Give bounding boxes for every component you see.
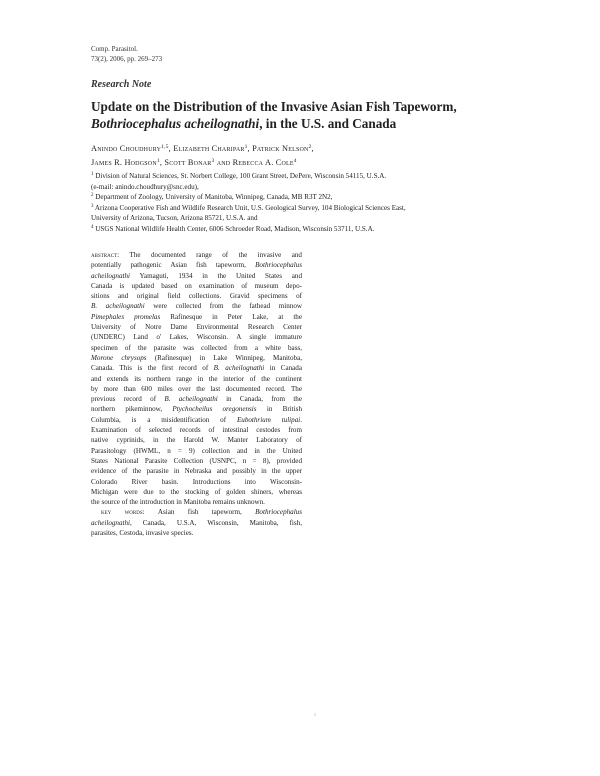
abstract-italic-term: Bothriocephalus (255, 261, 302, 270)
abstract-line (91, 497, 302, 507)
abstract-italic-term: B. acheilognathi (213, 364, 265, 373)
abstract-text: in Canada, from the (217, 395, 302, 404)
author-separator: , (168, 144, 174, 153)
abstract-text: were collected from the fathead minnow (144, 302, 303, 311)
abstract-line (91, 466, 302, 476)
abstract-line (91, 332, 302, 342)
abstract-line (91, 374, 302, 384)
abstract-text: sitions and original field collections. Gravid specimens of (91, 292, 302, 301)
page-mark: 1 (314, 712, 316, 717)
affiliation-text: Department of Zoology, University of Manitoba, Winnipeg, Canada, MB R3T 2N2, (95, 193, 333, 201)
abstract-text: Canada. This is the first record of (91, 364, 214, 373)
author-separator: , (311, 144, 314, 153)
author-name: Patrick Nelson (252, 144, 309, 153)
abstract-line (91, 456, 302, 466)
keywords-line (91, 528, 302, 538)
abstract-italic-term: acheilognathi (91, 271, 131, 280)
abstract-text: Parasitology (HWML, n = 9) collection and in the United (91, 446, 302, 455)
abstract-text: . (300, 415, 302, 424)
keywords-text: parasites, Cestoda, invasive species. (91, 529, 194, 538)
author-name: James R. Hodgson (91, 157, 157, 167)
abstract-text: Yamaguti, 1934 in the United States and (130, 271, 302, 280)
abstract-text: potentially pathogenic Asian fish tapeworm, (91, 261, 256, 270)
affiliation-text: Arizona Cooperative Fish and Wildlife Research Unit, U.S. Geological Survey, 104 Biological Sciences East, (94, 203, 406, 212)
abstract-text: Examination of selected records of intestinal cestodes from (91, 426, 302, 435)
abstract-line (91, 404, 302, 414)
affiliation-line: (e-mail: anindo.choudhury@snc.edu), (91, 182, 199, 191)
abstract-text: Michigan were due to the stocking of golden shiners, whereas (91, 487, 302, 496)
article-title (91, 98, 521, 132)
abstract-line (91, 353, 302, 363)
abstract-line (91, 435, 302, 445)
abstract-italic-term: Ptychocheilus oregonensis (172, 405, 257, 414)
author (173, 144, 252, 153)
abstract-italic-term: Eubothrium tulipai (236, 415, 301, 424)
affiliation-text: Division of Natural Sciences, St. Norbert College, 100 Grant Street, DePere, Wisconsin 54115, U.S.A. (95, 172, 387, 180)
abstract-line (91, 384, 302, 394)
author-list (91, 142, 531, 169)
abstract-italic-term: B. acheilognathi (91, 302, 145, 311)
abstract-text: native cyprinids, in the Harold W. Manter Laboratory of (91, 436, 302, 445)
abstract-text: University of Notre Dame Environmental Research Center (91, 323, 302, 332)
journal-citation (91, 44, 162, 64)
journal-volume-pages: 73(2), 2006, pp. 269–273 (91, 55, 163, 63)
abstract-text: Columbia, is a misidentification of (91, 415, 237, 424)
abstract-line (91, 271, 302, 281)
author-separator: , (159, 157, 165, 167)
abstract-line (91, 487, 302, 497)
author-name: Elizabeth Charipar (173, 144, 245, 153)
author-separator: , (247, 144, 253, 153)
author-name: Rebecca A. Cole (232, 157, 294, 167)
title-line-1: Update on the Distribution of the Invasive Asian Fish Tapeworm, (91, 99, 457, 114)
affiliation-mark: 1 (91, 172, 94, 177)
abstract-text: in British (256, 405, 302, 414)
abstract-label: abstract: (91, 251, 130, 259)
affiliations (91, 171, 521, 234)
author-separator: and (214, 157, 233, 167)
affiliation-line (91, 224, 521, 235)
abstract-line (91, 343, 302, 353)
author-name: Scott Bonar (164, 157, 212, 167)
affiliation-mark: 4 (91, 224, 94, 230)
abstract-line (91, 312, 302, 322)
abstract-line (91, 301, 302, 311)
abstract-line (91, 415, 302, 425)
abstract-italic-term: B. acheilognathi (164, 395, 218, 404)
author (233, 158, 297, 167)
author-name: Anindo Choudhury (91, 144, 162, 153)
abstract-line (91, 394, 302, 404)
abstract-text: Rafinesque in Peter Lake, at the (160, 312, 302, 321)
keywords-text: Asian fish tapeworm, (157, 508, 256, 517)
abstract-text: (UNDERC) Land o' Lakes, Wisconsin. A single immature (91, 333, 302, 342)
affiliation (91, 192, 521, 203)
affiliation-line: University of Arizona, Tucson, Arizona 85721, U.S.A. and (91, 214, 258, 222)
author (252, 144, 314, 153)
abstract-text: (Rafinesque) in Lake Winnipeg, Manitoba, (146, 353, 302, 362)
keywords-italic-term: acheilognathi (91, 518, 131, 527)
author-affiliation-mark: 3 (211, 157, 215, 164)
abstract-line (91, 250, 302, 260)
affiliation (91, 224, 521, 235)
abstract-text: the source of the introduction in Manitoba remains unknown. (91, 498, 265, 507)
abstract-text: northern pikeminnow, (91, 405, 173, 414)
author-affiliation-mark: 1 (244, 144, 248, 150)
affiliation (91, 171, 521, 192)
abstract-line (91, 477, 302, 487)
affiliation-line (91, 192, 521, 203)
abstract-italic-term: Morone chrysops (91, 353, 147, 362)
keywords-line (91, 518, 302, 528)
author-affiliation-mark: 4 (293, 157, 297, 164)
section-label: Research Note (91, 79, 152, 90)
abstract-text: The documented range of the invasive and (129, 251, 302, 259)
abstract-line (91, 363, 302, 373)
abstract-text: and extends its northern range in the interior of the continent (91, 374, 302, 383)
author (91, 144, 173, 153)
keywords-label: key words: (101, 508, 158, 517)
abstract-line (91, 446, 302, 456)
abstract-line (91, 291, 302, 301)
abstract-text: evidence of the parasite in Nebraska and possibly in the upper (91, 467, 302, 476)
abstract-text: States National Parasite Collection (USNPC, n = 8), provided (91, 456, 302, 465)
title-line-2 (91, 115, 521, 132)
abstract-line (91, 260, 302, 270)
affiliation-mark: 3 (91, 203, 94, 209)
keywords-body (91, 507, 302, 538)
author-affiliation-mark: 1,5 (161, 144, 169, 150)
author-affiliation-mark: 1 (156, 157, 160, 164)
abstract-text: in Canada (264, 364, 302, 373)
affiliation-line (91, 171, 521, 182)
author-affiliation-mark: 2 (308, 144, 312, 150)
abstract-line (91, 322, 302, 332)
keywords-text: , Canada, U.S.A, Wisconsin, Manitoba, fish, (130, 518, 302, 527)
affiliation-text: USGS National Wildlife Health Center, 6006 Schroeder Road, Madison, Wisconsin 53711, U.S.A. (95, 224, 375, 233)
abstract-text: previous record of (91, 395, 165, 404)
abstract-text: by more than 600 miles over the last documented record. The (91, 384, 302, 393)
affiliation (91, 203, 521, 224)
journal-name: Comp. Parasitol. (91, 45, 138, 53)
keywords-line (91, 507, 302, 517)
abstract-text: specimen of the parasite was collected from a white bass, (91, 343, 302, 352)
author (164, 158, 232, 167)
author (91, 158, 164, 167)
abstract-column (91, 250, 302, 538)
abstract-body (91, 250, 302, 507)
abstract-italic-term: Pimephales promelas (91, 312, 161, 321)
affiliation-line (91, 203, 521, 214)
title-species: Bothriocephalus acheilognathi (91, 116, 260, 131)
keywords-italic-term: Bothriocephalus (255, 508, 302, 517)
abstract-text: Colorado River basin. Introductions into Wisconsin- (91, 477, 302, 486)
affiliation-mark: 2 (91, 193, 94, 198)
abstract-line (91, 425, 302, 435)
title-line-2-rest: , in the U.S. and Canada (259, 116, 397, 131)
abstract-line (91, 281, 302, 291)
abstract-text: Canada is updated based on examination of museum depo- (91, 281, 302, 290)
